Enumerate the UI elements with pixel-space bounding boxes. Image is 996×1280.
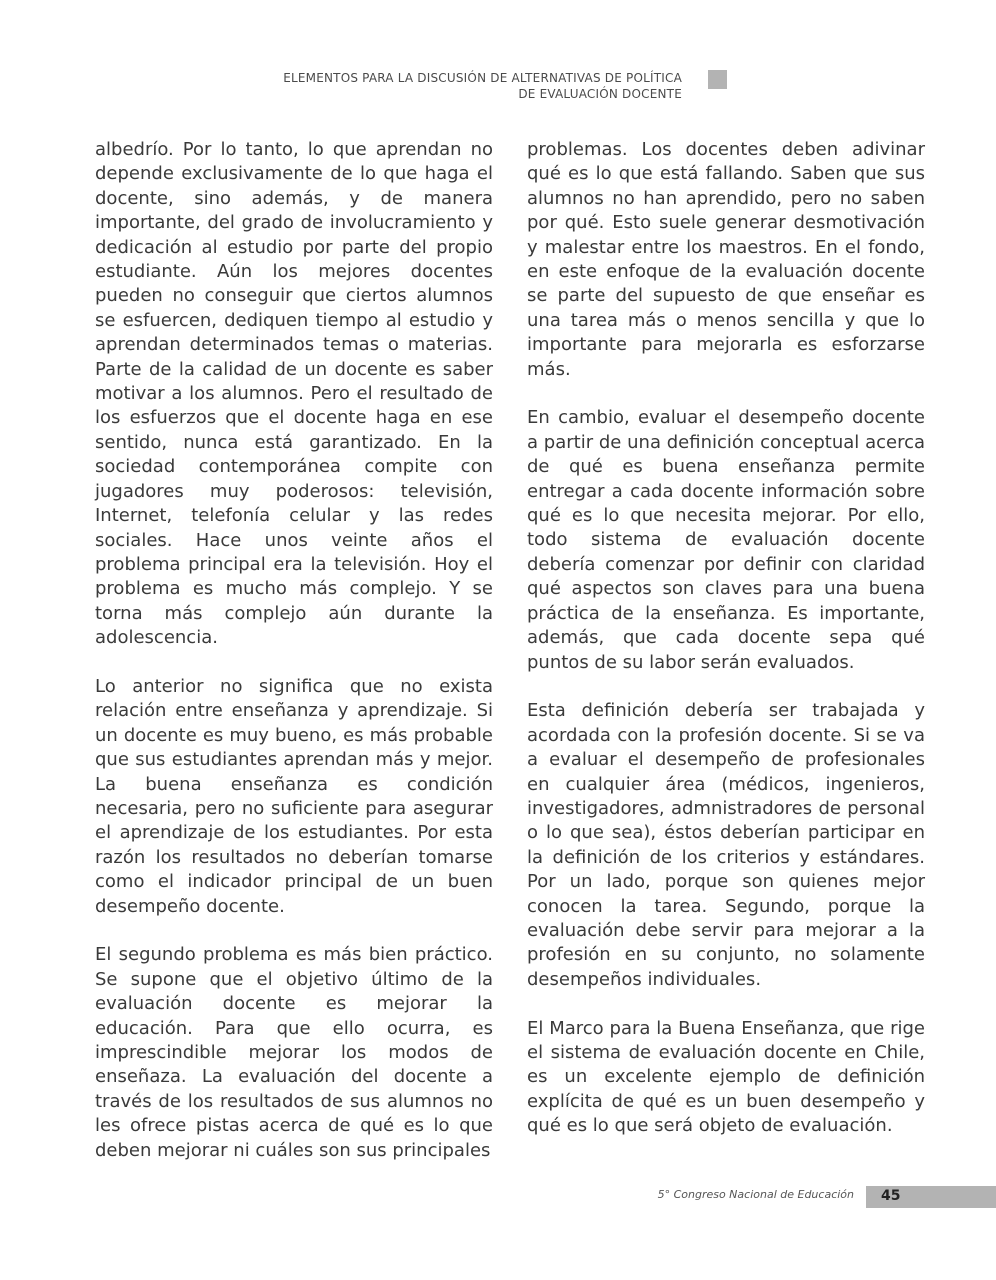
left-column (95, 138, 493, 1163)
page-number: 45 (881, 1188, 901, 1204)
header-line-2: DE EVALUACIÓN DOCENTE (518, 87, 682, 101)
running-header (283, 70, 682, 102)
page-number-box (866, 1186, 996, 1208)
paragraph: problemas. Los docentes deben adivinar qué es lo que está fallando. Saben que sus alumnos no han aprendido, pero no saben por qué. Esto suele generar desmotivación y malestar entre los maestros. En el fondo, en este enfoque de la evaluación docente se parte del supuesto de que enseñar es una tarea más o menos sencilla y que lo importante para mejorarla es esforzarse más. (527, 139, 925, 380)
right-column (527, 138, 925, 1139)
footer-publication: 5° Congreso Nacional de Educación (657, 1188, 854, 1201)
paragraph: Lo anterior no significa que no exista relación entre enseñanza y aprendizaje. Si un docente es muy bueno, es más probable que sus estudiantes aprendan más y mejor. La buena enseñanza es condición necesaria, pero no suficiente para asegurar el aprendizaje de los estudiantes. Por esta razón los resultados no deberían tomarse como el indicador principal de un buen desempeño docente. (95, 675, 493, 917)
header-marker-square (708, 70, 727, 89)
paragraph: albedrío. Por lo tanto, lo que aprendan no depende exclusivamente de lo que haga el docente, sino además, y de manera importante, del grado de involucramiento y dedicación al estudio por parte del propio estudiante. Aún los mejores docentes pueden no conseguir que ciertos alumnos se esfuercen, dediquen tiempo al estudio y aprendan determinados temas o materias. Parte de la calidad de un docente es saber motivar a los alumnos. Pero el resultado de los esfuerzos que el docente haga en ese sentido, nunca está garantizado. En la sociedad contemporánea compite con jugadores muy poderosos: televisión, Internet, telefonía celular y las redes sociales. Hace unos veinte años el problema principal era la televisión. Hoy el problema es mucho más complejo. Y se torna más complejo aún durante la adolescencia. (95, 139, 493, 649)
paragraph: El Marco para la Buena Enseñanza, que rige el sistema de evaluación docente en Chile, es un excelente ejemplo de definición explícita de qué es un buen desempeño y qué es lo que será objeto de evaluación. (527, 1017, 925, 1137)
paragraph: En cambio, evaluar el desempeño docente a partir de una definición conceptual acerca de qué es buena enseñanza permite entregar a cada docente información sobre qué es lo que necesita mejorar. Por ello, todo sistema de evaluación docente debería comenzar por definir con claridad qué aspectos son claves para una buena práctica de la enseñanza. Es importante, además, que cada docente sepa qué puntos de su labor serán evaluados. (527, 407, 925, 673)
paragraph: El segundo problema es más bien práctico. Se supone que el objetivo último de la evaluación docente es mejorar la educación. Para que ello ocurra, es imprescindible mejorar los modos de enseñaza. La evaluación del docente a través de los resultados de sus alumnos no les ofrece pistas acerca de qué es lo que deben mejorar ni cuáles son sus principales (95, 944, 493, 1161)
paragraph: Esta definición debería ser trabajada y acordada con la profesión docente. Si se va a evaluar el desempeño de profesionales en cualquier área (médicos, ingenieros, investigadores, admnistradores de personal o lo que sea), éstos deberían participar en la definición de los criterios y estándares. Por un lado, porque son quienes mejor conocen la tarea. Segundo, porque la evaluación debe servir para mejorar a la profesión en su conjunto, no solamente desempeños individuales. (527, 700, 925, 990)
header-line-1: ELEMENTOS PARA LA DISCUSIÓN DE ALTERNATIVAS DE POLÍTICA (283, 71, 682, 85)
